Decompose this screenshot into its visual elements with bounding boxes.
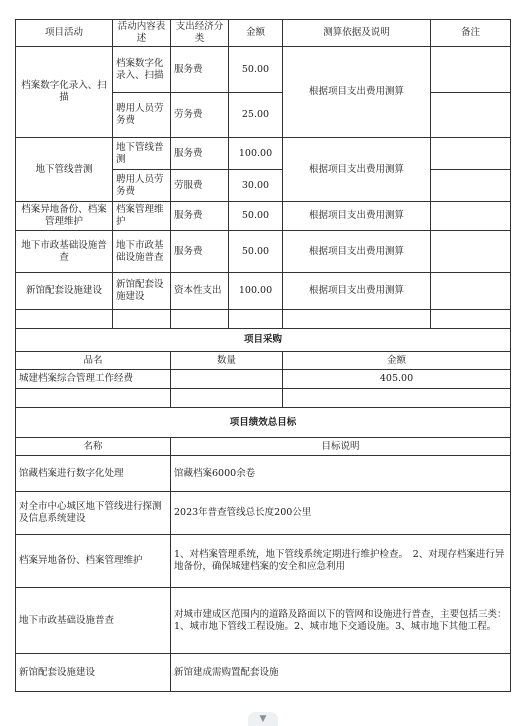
table-row [16, 370, 511, 389]
goal-desc: 新馆建成需购置配套设施 [171, 654, 511, 692]
header-category: 支出经济分类 [171, 20, 229, 47]
table-row [16, 535, 511, 588]
expense-type: 服务费 [171, 138, 229, 170]
header-item: 品名 [16, 352, 171, 370]
expense-type: 资本性支出 [171, 273, 229, 310]
header-qty: 数量 [171, 352, 283, 370]
goal-desc: 1、对档案管理系统，地下管线系统定期进行维护检查。 2、对现存档案进行异地备份，确保城建档案的安全和应急利用 [171, 535, 511, 588]
basis: 根据项目支出费用测算 [283, 231, 431, 273]
budget-table [15, 19, 511, 692]
expense-type: 劳务费 [171, 93, 229, 138]
procurement-qty [171, 370, 283, 389]
table-row [16, 492, 511, 535]
basis: 根据项目支出费用测算 [283, 202, 431, 231]
table-row [16, 231, 511, 273]
header-activity: 项目活动 [16, 20, 113, 47]
basis: 根据项目支出费用测算 [283, 138, 431, 202]
goal-desc: 馆藏档案6000余卷 [171, 456, 511, 492]
table-row [16, 138, 511, 170]
goal-name: 对全市中心城区地下管线进行探测及信息系统建设 [16, 492, 171, 535]
activity-desc: 地下市政基础设施普查 [113, 231, 171, 273]
scroll-down-indicator[interactable] [0, 712, 526, 726]
header-amount: 金额 [229, 20, 283, 47]
procurement-header-row [16, 352, 511, 370]
remark [431, 202, 511, 231]
remark [431, 93, 511, 138]
empty-row [16, 310, 511, 329]
table-row [16, 588, 511, 654]
amount: 50.00 [229, 202, 283, 231]
header-basis: 测算依据及说明 [283, 20, 431, 47]
table-row [16, 273, 511, 310]
table-row [16, 654, 511, 692]
expense-type: 劳服费 [171, 170, 229, 202]
header-remark: 备注 [431, 20, 511, 47]
procurement-title-row [16, 329, 511, 352]
basis: 根据项目支出费用测算 [283, 47, 431, 138]
empty-row [16, 389, 511, 408]
goal-desc: 2023年普查管线总长度200公里 [171, 492, 511, 535]
expense-type: 服务费 [171, 231, 229, 273]
amount: 30.00 [229, 170, 283, 202]
goal-name: 档案异地备份、档案管理维护 [16, 535, 171, 588]
remark [431, 170, 511, 202]
header-goal-name: 名称 [16, 438, 171, 456]
activity-name: 新馆配套设施建设 [16, 273, 113, 310]
goal-name: 新馆配套设施建设 [16, 654, 171, 692]
remark [431, 273, 511, 310]
activity-desc: 聘用人员劳务费 [113, 93, 171, 138]
header-proc-amount: 金额 [283, 352, 511, 370]
table-row [16, 47, 511, 93]
goals-title-row [16, 408, 511, 438]
table-row [16, 202, 511, 231]
goal-desc: 对城市建成区范围内的道路及路面以下的管网和设施进行普查，主要包括三类：1、城市地下管线工程设施。2、城市地下交通设施。3、城市地下其他工程。 [171, 588, 511, 654]
table-row [16, 456, 511, 492]
expense-type: 服务费 [171, 47, 229, 93]
activity-name: 地下市政基础设施普查 [16, 231, 113, 273]
amount: 50.00 [229, 231, 283, 273]
remark [431, 47, 511, 93]
goal-name: 地下市政基础设施普查 [16, 588, 171, 654]
activity-desc: 档案管理维护 [113, 202, 171, 231]
chevron-down-icon[interactable]: ▼ [248, 712, 279, 726]
procurement-title: 项目采购 [16, 329, 511, 352]
goal-name: 馆藏档案进行数字化处理 [16, 456, 171, 492]
basis: 根据项目支出费用测算 [283, 273, 431, 310]
budget-document [15, 19, 510, 692]
amount: 100.00 [229, 138, 283, 170]
header-content: 活动内容表述 [113, 20, 171, 47]
goals-title: 项目绩效总目标 [16, 408, 511, 438]
procurement-amount: 405.00 [283, 370, 511, 389]
activities-header-row [16, 20, 511, 47]
activity-desc: 档案数字化录入、扫描 [113, 47, 171, 93]
activity-desc: 地下管线普测 [113, 138, 171, 170]
remark [431, 231, 511, 273]
activity-name: 地下管线普测 [16, 138, 113, 202]
activity-name: 档案数字化录入、扫描 [16, 47, 113, 138]
header-goal-desc: 目标说明 [171, 438, 511, 456]
amount: 50.00 [229, 47, 283, 93]
remark [431, 138, 511, 170]
goals-header-row [16, 438, 511, 456]
amount: 100.00 [229, 273, 283, 310]
activity-name: 档案异地备份、档案管理维护 [16, 202, 113, 231]
activity-desc: 聘用人员劳务费 [113, 170, 171, 202]
expense-type: 服务费 [171, 202, 229, 231]
activity-desc: 新馆配套设施建设 [113, 273, 171, 310]
procurement-item: 城建档案综合管理工作经费 [16, 370, 171, 389]
amount: 25.00 [229, 93, 283, 138]
